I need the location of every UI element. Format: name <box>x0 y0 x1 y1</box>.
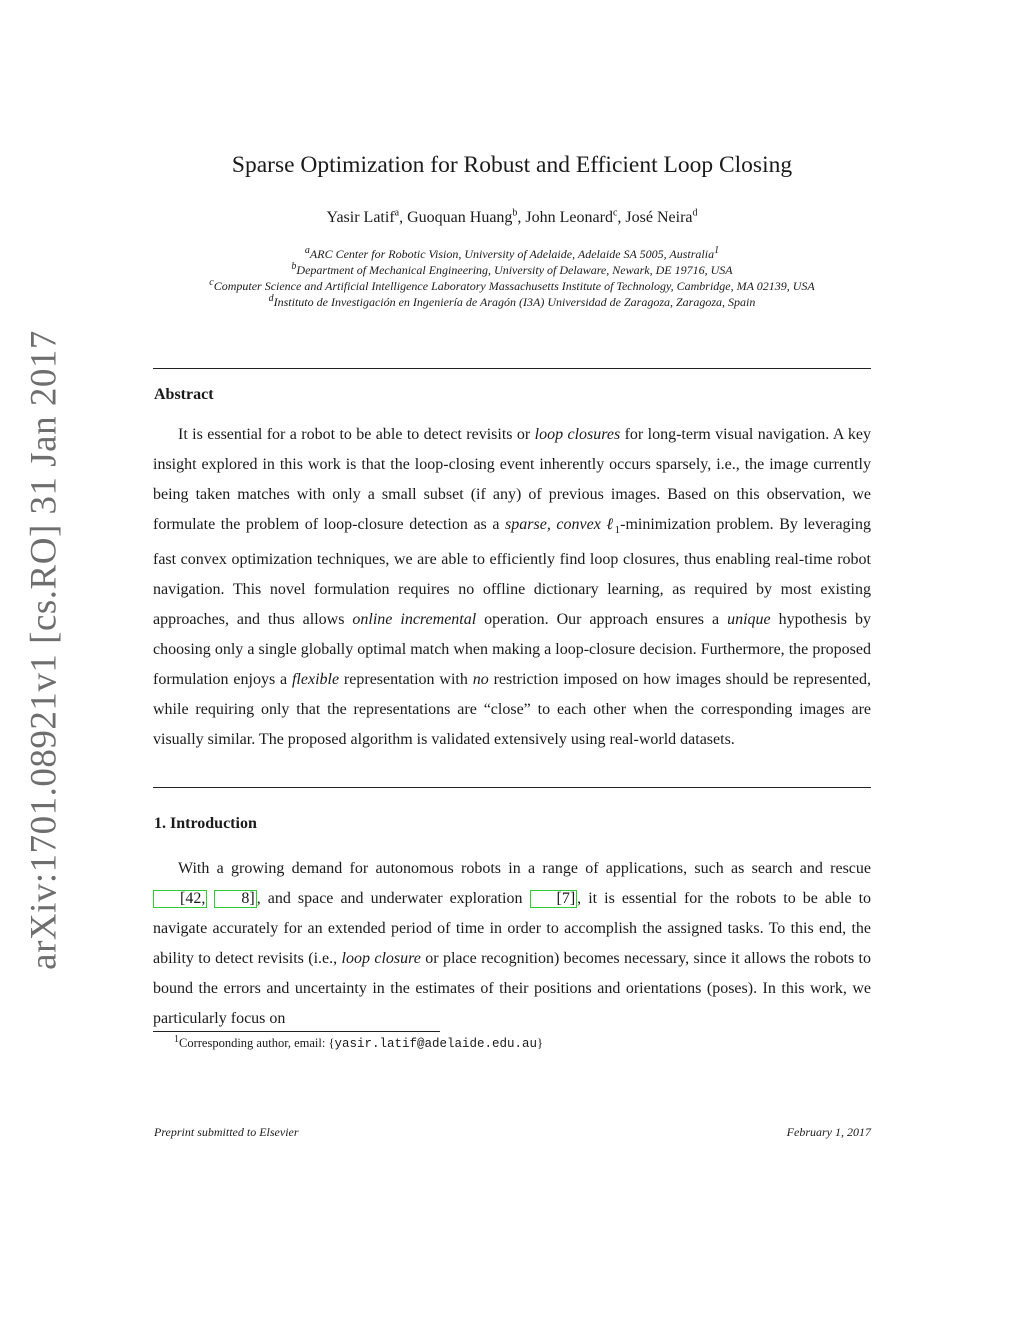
abstract-text: hypothesis by choosing only a single globally optimal match when making a loop-closure decision. Furthermore, the proposed formulation enjoys a <box>153 611 871 689</box>
footnote-rule <box>153 1031 440 1032</box>
author-name: Guoquan Huang <box>407 209 513 226</box>
abstract-emphasis: unique <box>727 611 771 629</box>
intro-text: or place recognition) becomes necessary, since it allows the robots to bound the errors and uncertainty in the estimates of their positions and orientations (poses). In this work, we particularly focus on <box>153 950 872 1027</box>
affiliation-line <box>0 262 1024 278</box>
abstract-body <box>153 420 871 755</box>
affiliation-mark: a <box>304 245 310 256</box>
affiliation-text: ARC Center for Robotic Vision, University of Adelaide, Adelaide SA 5005, Australia <box>309 247 715 261</box>
abstract-text: restriction imposed on how images should be represented, while requiring only that the representations are “close” to each other when the corresponding images are visually similar. The proposed algorithm is validated extensively using real-world datasets. <box>153 671 872 749</box>
author-name: José Neira <box>625 209 693 226</box>
paper-title: Sparse Optimization for Robust and Efficient Loop Closing <box>231 152 793 178</box>
footer-date: February 1, 2017 <box>786 1125 871 1139</box>
abstract-math-subscript: 1 <box>614 524 621 537</box>
abstract-text: for long-term visual navigation. A key insight explored in this work is that the loop-closing event inherently occurs sparsely, i.e., the image currently being taken matches with only a small subset (if any) of previous images. Based on this observation, we formulate the problem of loop-closure detection as a <box>153 426 871 533</box>
affiliation-line <box>0 294 1024 310</box>
abstract-top-rule <box>153 368 871 369</box>
abstract-emphasis: loop closures <box>534 426 621 443</box>
footnote <box>174 1033 544 1051</box>
affiliation-line <box>0 278 1024 294</box>
intro-text: , and space and underwater exploration <box>256 890 530 907</box>
footnote-mark: 1 <box>174 1033 179 1045</box>
author-separator: , <box>617 209 626 226</box>
affiliation-mark: b <box>291 261 297 272</box>
author-list <box>0 209 1024 227</box>
author-separator: , <box>517 209 526 226</box>
abstract-math: ℓ <box>600 516 615 533</box>
affiliation-line <box>0 246 1024 262</box>
abstract-text: -minimization problem. By leveraging fast convex optimization techniques, we are able to efficiently find loop closures, thus enabling real-time robot navigation. This novel formulation requires no offline dictionary learning, as required by most existing approaches, and thus allows <box>153 516 871 629</box>
affiliation-text: Instituto de Investigación en Ingeniería de Aragón (I3A) Universidad de Zaragoza, Zaragoza, Spain <box>273 295 756 309</box>
intro-text: , it is essential for the robots to be able to navigate accurately for an extended period of time in order to accomplish the assigned tasks. To this end, the ability to detect revisits (i.e., <box>153 890 872 967</box>
affiliation-mark: c <box>209 277 214 288</box>
affiliation-text: Computer Science and Artificial Intelligence Laboratory Massachusetts Institute of Technology, Cambridge, MA 02139, USA <box>213 279 815 293</box>
footnote-text: Corresponding author, email: { <box>179 1036 335 1050</box>
footer-preprint-note: Preprint submitted to Elsevier <box>154 1125 299 1139</box>
abstract-emphasis: no <box>472 671 489 689</box>
author-name: John Leonard <box>525 209 613 226</box>
affiliation-footnote-mark: 1 <box>714 245 720 256</box>
abstract-heading: Abstract <box>154 386 214 403</box>
author-separator: , <box>399 209 408 226</box>
abstract-paragraph <box>153 420 871 755</box>
abstract-emphasis: online incremental <box>352 611 477 629</box>
author-affiliation-mark: a <box>394 207 400 219</box>
citation-link[interactable]: [42, <box>153 890 207 908</box>
affiliation-mark: d <box>268 293 274 304</box>
footnote-email: yasir.latif@adelaide.edu.au <box>334 1037 538 1051</box>
section-heading-introduction: 1. Introduction <box>154 815 257 832</box>
arxiv-identifier: arXiv:1701.08921v1 [cs.RO] 31 Jan 2017 <box>23 330 65 970</box>
introduction-paragraph <box>153 854 871 1034</box>
intro-text: With a growing demand for autonomous robots in a range of applications, such as search and rescue <box>178 860 871 877</box>
introduction-body <box>153 854 871 1034</box>
abstract-text: It is essential for a robot to be able to detect revisits or <box>178 426 535 443</box>
abstract-emphasis: flexible <box>291 671 340 689</box>
footnote-close: } <box>537 1036 544 1050</box>
affiliation-list <box>0 246 1024 310</box>
abstract-bottom-rule <box>153 787 871 788</box>
affiliation-text: Department of Mechanical Engineering, University of Delaware, Newark, DE 19716, USA <box>296 263 733 277</box>
author-affiliation-mark: c <box>612 207 618 219</box>
abstract-emphasis: sparse, convex <box>505 516 601 533</box>
intro-emphasis: loop closure <box>341 950 421 967</box>
abstract-text: operation. Our approach ensures a <box>476 611 728 629</box>
citation-link[interactable]: [7] <box>530 890 578 908</box>
author-name: Yasir Latif <box>326 209 395 226</box>
author-affiliation-mark: d <box>692 207 698 219</box>
abstract-text: representation with <box>339 671 473 689</box>
citation-link[interactable]: 8] <box>214 890 256 908</box>
author-affiliation-mark: b <box>512 207 518 219</box>
